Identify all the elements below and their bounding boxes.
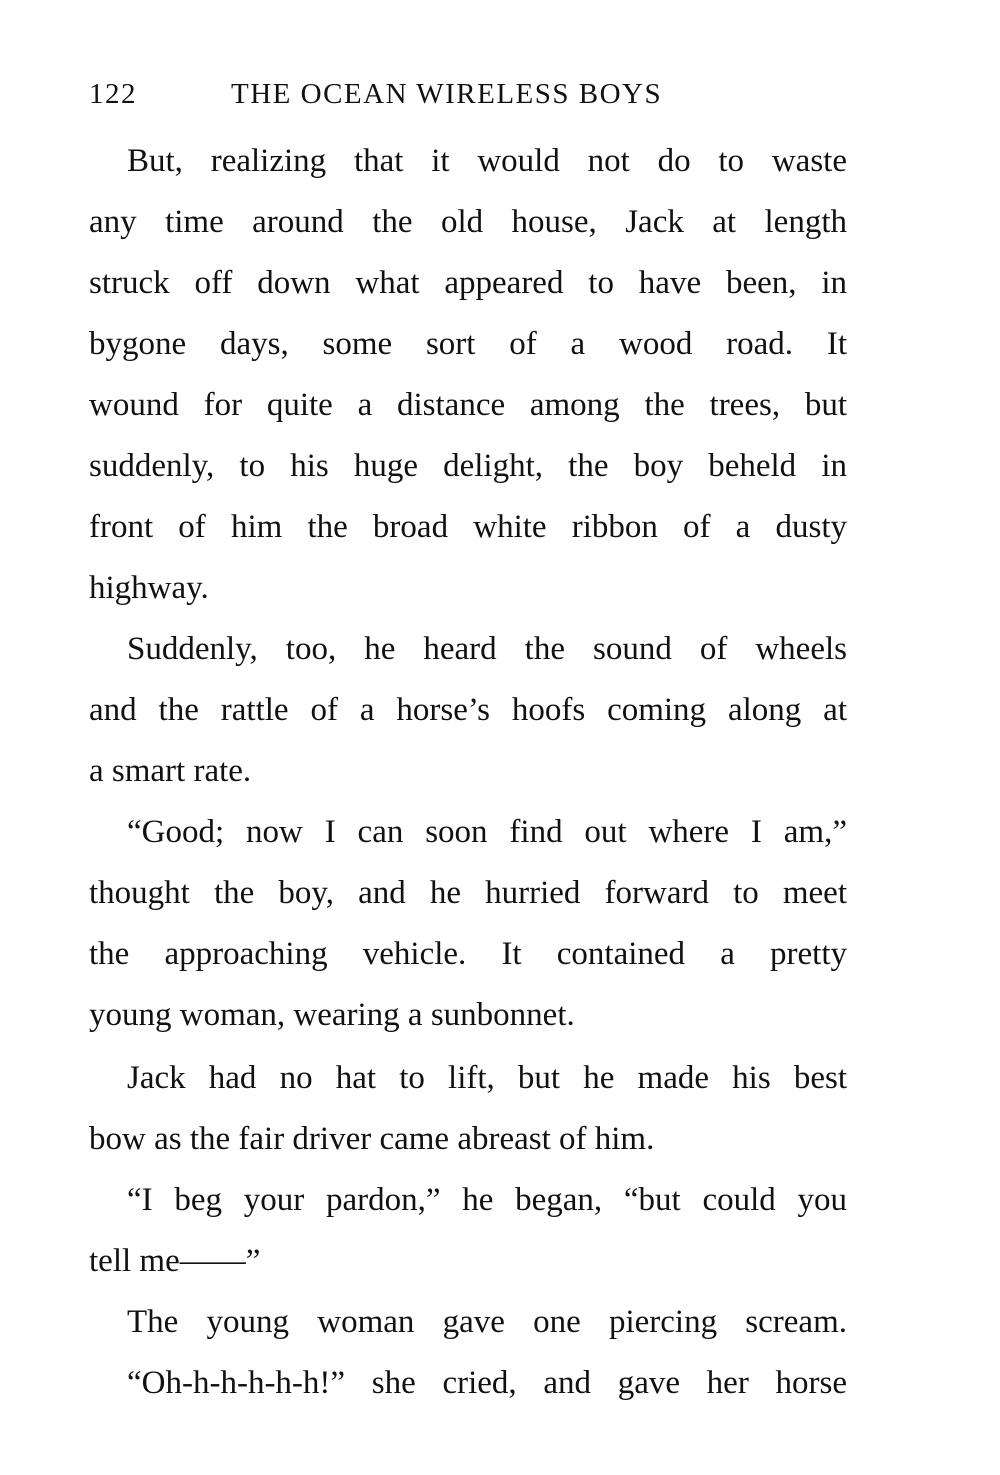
text-line: The young woman gave one piercing scream.	[127, 1304, 847, 1340]
text-line: Suddenly, too, he heard the sound of wheels	[127, 631, 847, 667]
text-line: suddenly, to his huge delight, the boy beheld in	[89, 448, 847, 484]
text-line: front of him the broad white ribbon of a dusty	[89, 509, 847, 545]
text-line: “Good; now I can soon find out where I am,”	[127, 814, 847, 850]
text-line: any time around the old house, Jack at length	[89, 204, 847, 240]
text-line: thought the boy, and he hurried forward to meet	[89, 875, 847, 911]
text-line: “Oh-h-h-h-h-h!” she cried, and gave her horse	[127, 1365, 847, 1401]
text-line: and the rattle of a horse’s hoofs coming along at	[89, 692, 847, 728]
text-line: struck off down what appeared to have been, in	[89, 265, 847, 301]
text-line: bow as the fair driver came abreast of him.	[89, 1121, 655, 1157]
text-line: bygone days, some sort of a wood road. It	[89, 326, 847, 362]
text-line: “I beg your pardon,” he began, “but could you	[127, 1182, 847, 1218]
text-line: tell me——”	[89, 1243, 261, 1279]
page-header	[89, 78, 849, 118]
text-line: the approaching vehicle. It contained a pretty	[89, 936, 847, 972]
text-line: wound for quite a distance among the trees, but	[89, 387, 847, 423]
page-number: 122	[89, 78, 137, 110]
text-line: But, realizing that it would not do to waste	[127, 143, 847, 179]
text-line: highway.	[89, 570, 209, 606]
running-title: THE OCEAN WIRELESS BOYS	[231, 78, 663, 110]
text-line: Jack had no hat to lift, but he made his best	[127, 1060, 847, 1096]
text-line: a smart rate.	[89, 753, 252, 789]
text-line: young woman, wearing a sunbonnet.	[89, 997, 575, 1033]
